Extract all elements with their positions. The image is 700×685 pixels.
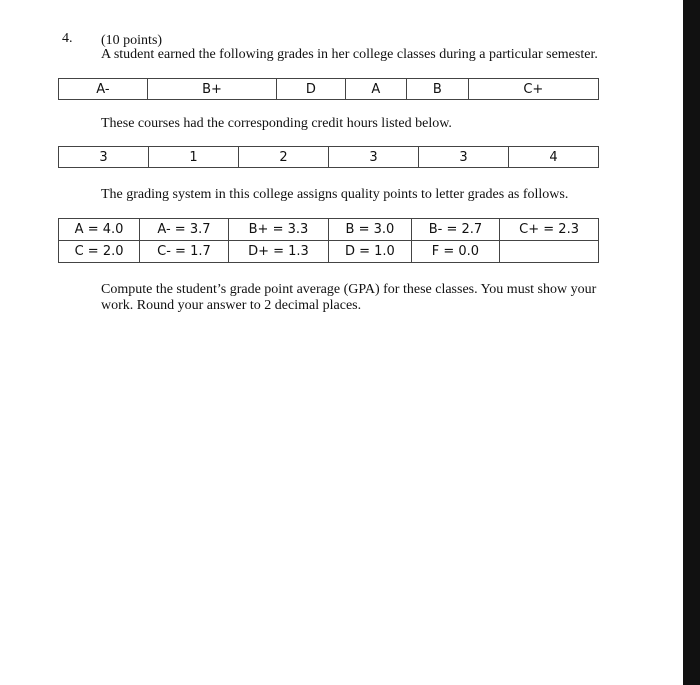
- grades-row: [59, 79, 599, 100]
- quality-points-row: [59, 241, 599, 263]
- quality-cell: C+ = 2.3: [500, 219, 599, 241]
- quality-cell: D+ = 1.3: [228, 241, 328, 263]
- quality-cell: B+ = 3.3: [228, 219, 328, 241]
- grade-cell: B: [407, 79, 469, 100]
- quality-cell: B- = 2.7: [411, 219, 499, 241]
- grades-table: [58, 78, 599, 100]
- gpa-instruction: Compute the student’s grade point average (GPA) for these classes. You must show your work. Round your answer to 2 decimal places.: [101, 282, 597, 313]
- quality-cell: F = 0.0: [411, 241, 499, 263]
- credit-cell: 1: [149, 147, 239, 168]
- credits-row: [59, 147, 599, 168]
- credit-cell: 2: [239, 147, 329, 168]
- credits-description: These courses had the corresponding credit hours listed below.: [101, 116, 452, 131]
- grading-description: The grading system in this college assigns quality points to letter grades as follows.: [101, 187, 569, 202]
- quality-cell-empty: [500, 241, 599, 263]
- credit-cell: 3: [329, 147, 419, 168]
- grade-cell: D: [277, 79, 345, 100]
- quality-cell: B = 3.0: [329, 219, 412, 241]
- grade-cell: C+: [468, 79, 598, 100]
- right-edge-bar: [683, 0, 700, 685]
- quality-points-row: [59, 219, 599, 241]
- credits-table: [58, 146, 599, 168]
- question-intro: A student earned the following grades in her college classes during a particular semester.: [101, 47, 598, 62]
- quality-cell: A- = 3.7: [140, 219, 229, 241]
- grade-cell: B+: [147, 79, 276, 100]
- question-number: 4.: [62, 31, 73, 46]
- question-points: (10 points): [101, 33, 163, 48]
- grade-cell: A: [345, 79, 407, 100]
- credit-cell: 3: [419, 147, 509, 168]
- quality-cell: C- = 1.7: [140, 241, 229, 263]
- quality-cell: A = 4.0: [59, 219, 140, 241]
- grade-cell: A-: [59, 79, 148, 100]
- quality-points-table: [58, 218, 599, 263]
- quality-cell: D = 1.0: [329, 241, 412, 263]
- credit-cell: 3: [59, 147, 149, 168]
- credit-cell: 4: [509, 147, 599, 168]
- quality-cell: C = 2.0: [59, 241, 140, 263]
